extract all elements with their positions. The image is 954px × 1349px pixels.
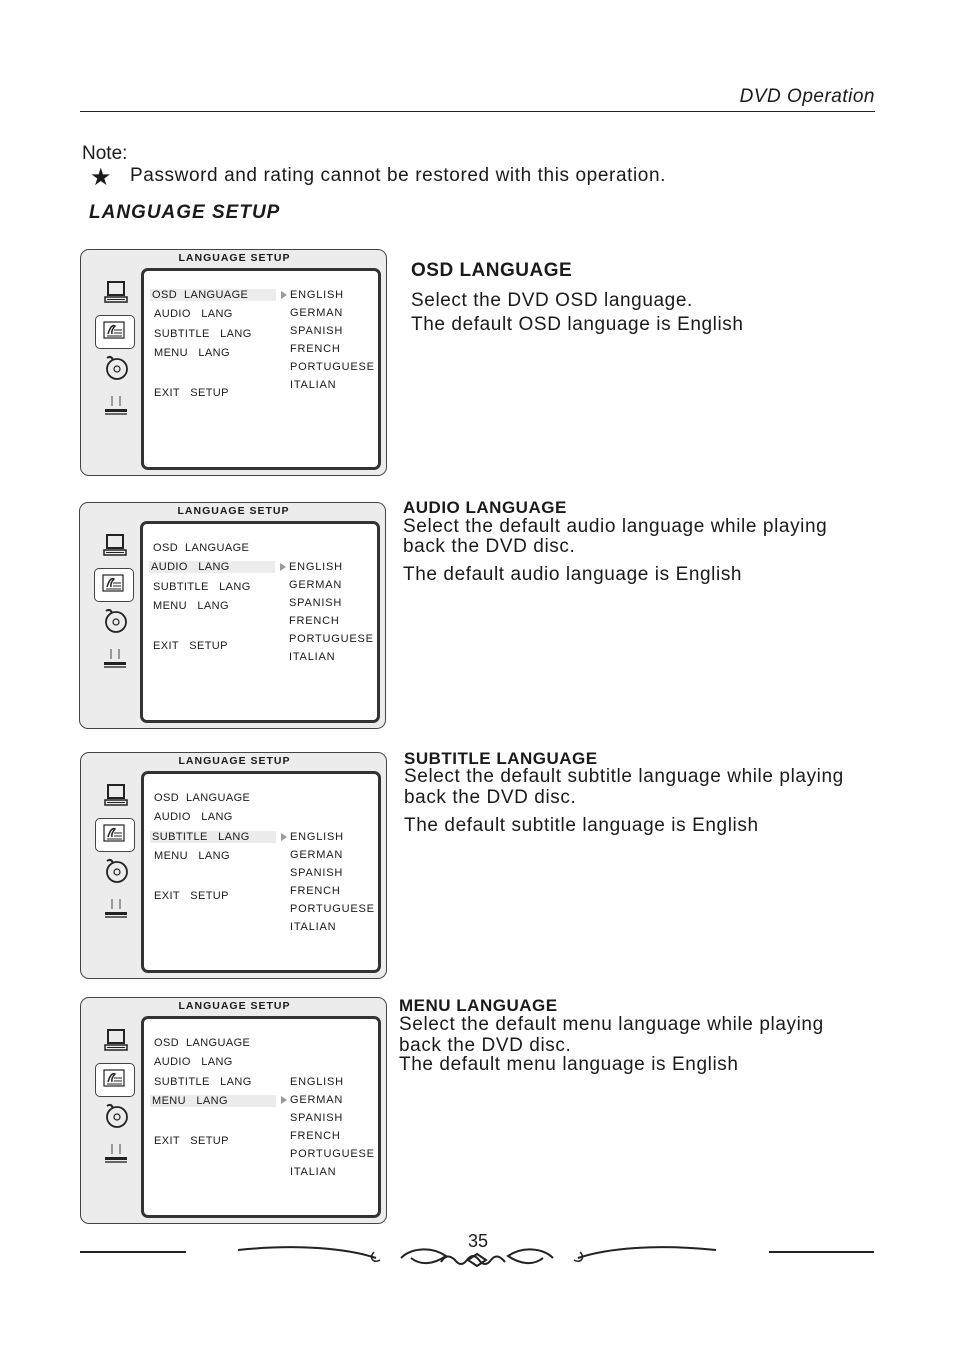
- panel-title: LANGUAGE SETUP: [178, 1000, 291, 1012]
- language-setup-panel: [80, 997, 387, 1224]
- language-setup-panel: [80, 249, 387, 476]
- menu-item[interactable]: MENU LANG: [153, 600, 229, 612]
- language-option[interactable]: PORTUGUESE: [290, 1148, 375, 1160]
- menu-item[interactable]: SUBTITLE LANG: [153, 581, 251, 593]
- description-line: The default audio language is English: [403, 564, 743, 585]
- description-line: The default OSD language is English: [411, 314, 744, 335]
- description-line: The default menu language is English: [399, 1054, 739, 1075]
- panel-screen: [140, 521, 380, 723]
- setup-icon[interactable]: [102, 645, 128, 671]
- language-option[interactable]: FRENCH: [290, 885, 341, 897]
- menu-item[interactable]: OSD LANGUAGE: [150, 289, 276, 301]
- description-line: Select the DVD OSD language.: [411, 290, 693, 311]
- menu-item[interactable]: EXIT SETUP: [154, 387, 229, 399]
- language-option[interactable]: FRENCH: [290, 343, 341, 355]
- menu-item[interactable]: MENU LANG: [154, 347, 230, 359]
- page-header-title: DVD Operation: [739, 86, 875, 107]
- selection-arrow-icon: [281, 1096, 287, 1104]
- description-line: Select the default menu language while playing: [399, 1014, 824, 1035]
- description-title: AUDIO LANGUAGE: [403, 498, 567, 517]
- language-icon[interactable]: [95, 315, 135, 349]
- page-number: 35: [467, 1231, 489, 1251]
- language-option[interactable]: ITALIAN: [290, 379, 337, 391]
- selection-arrow-icon: [281, 833, 287, 841]
- language-option[interactable]: ENGLISH: [289, 561, 343, 573]
- language-setup-panel: [79, 502, 386, 729]
- menu-item[interactable]: AUDIO LANG: [154, 308, 233, 320]
- menu-item[interactable]: OSD LANGUAGE: [154, 792, 251, 804]
- panel-screen: [141, 771, 381, 973]
- section-title: LANGUAGE SETUP: [89, 202, 281, 223]
- menu-item[interactable]: AUDIO LANG: [149, 561, 275, 573]
- star-icon: ★: [90, 164, 112, 191]
- menu-item[interactable]: AUDIO LANG: [154, 1056, 233, 1068]
- description-line: back the DVD disc.: [404, 787, 577, 808]
- menu-item[interactable]: OSD LANGUAGE: [153, 542, 250, 554]
- language-option[interactable]: PORTUGUESE: [290, 361, 375, 373]
- language-option[interactable]: SPANISH: [290, 325, 344, 337]
- selection-arrow-icon: [281, 291, 287, 299]
- description-title: OSD LANGUAGE: [411, 260, 573, 281]
- menu-item[interactable]: SUBTITLE LANG: [154, 328, 252, 340]
- disc-icon[interactable]: [103, 1102, 129, 1128]
- language-option[interactable]: ITALIAN: [290, 921, 337, 933]
- menu-item[interactable]: SUBTITLE LANG: [150, 831, 276, 843]
- menu-item[interactable]: EXIT SETUP: [154, 890, 229, 902]
- panel-title: LANGUAGE SETUP: [177, 505, 290, 517]
- description-title: SUBTITLE LANGUAGE: [404, 749, 598, 768]
- menu-item[interactable]: MENU LANG: [150, 1095, 276, 1107]
- monitor-icon[interactable]: [102, 533, 128, 559]
- language-option[interactable]: GERMAN: [290, 1094, 344, 1106]
- panel-screen: [141, 268, 381, 470]
- panel-title: LANGUAGE SETUP: [178, 755, 291, 767]
- selection-arrow-icon: [280, 563, 286, 571]
- disc-icon[interactable]: [103, 857, 129, 883]
- panel-title: LANGUAGE SETUP: [178, 252, 291, 264]
- language-icon[interactable]: [95, 818, 135, 852]
- description-line: Select the default audio language while playing: [403, 516, 828, 537]
- setup-icon[interactable]: [103, 1140, 129, 1166]
- language-option[interactable]: FRENCH: [289, 615, 340, 627]
- menu-item[interactable]: AUDIO LANG: [154, 811, 233, 823]
- menu-item[interactable]: EXIT SETUP: [153, 640, 228, 652]
- language-option[interactable]: GERMAN: [290, 307, 344, 319]
- description-line: back the DVD disc.: [403, 536, 576, 557]
- footer-rule-right: [769, 1251, 874, 1253]
- language-option[interactable]: PORTUGUESE: [289, 633, 374, 645]
- language-option[interactable]: PORTUGUESE: [290, 903, 375, 915]
- description-line: back the DVD disc.: [399, 1035, 572, 1056]
- menu-item[interactable]: MENU LANG: [154, 850, 230, 862]
- menu-item[interactable]: EXIT SETUP: [154, 1135, 229, 1147]
- monitor-icon[interactable]: [103, 783, 129, 809]
- language-option[interactable]: GERMAN: [290, 849, 344, 861]
- language-icon[interactable]: [94, 568, 134, 602]
- monitor-icon[interactable]: [103, 1028, 129, 1054]
- language-option[interactable]: SPANISH: [289, 597, 343, 609]
- language-option[interactable]: FRENCH: [290, 1130, 341, 1142]
- language-option[interactable]: ITALIAN: [289, 651, 336, 663]
- disc-icon[interactable]: [102, 607, 128, 633]
- language-option[interactable]: GERMAN: [289, 579, 343, 591]
- language-setup-panel: [80, 752, 387, 979]
- menu-item[interactable]: OSD LANGUAGE: [154, 1037, 251, 1049]
- setup-icon[interactable]: [103, 895, 129, 921]
- note-text: Password and rating cannot be restored with this operation.: [130, 165, 667, 186]
- language-option[interactable]: ENGLISH: [290, 831, 344, 843]
- description-title: MENU LANGUAGE: [399, 996, 558, 1015]
- header-rule: [80, 111, 875, 112]
- language-icon[interactable]: [95, 1063, 135, 1097]
- panel-screen: [141, 1016, 381, 1218]
- disc-icon[interactable]: [103, 354, 129, 380]
- description-line: The default subtitle language is English: [404, 815, 759, 836]
- language-option[interactable]: ENGLISH: [290, 1076, 344, 1088]
- language-option[interactable]: ITALIAN: [290, 1166, 337, 1178]
- setup-icon[interactable]: [103, 392, 129, 418]
- language-option[interactable]: SPANISH: [290, 867, 344, 879]
- menu-item[interactable]: SUBTITLE LANG: [154, 1076, 252, 1088]
- language-option[interactable]: ENGLISH: [290, 289, 344, 301]
- monitor-icon[interactable]: [103, 280, 129, 306]
- footer-rule-left: [80, 1251, 186, 1253]
- language-option[interactable]: SPANISH: [290, 1112, 344, 1124]
- note-label: Note:: [82, 143, 128, 164]
- description-line: Select the default subtitle language while playing: [404, 766, 844, 787]
